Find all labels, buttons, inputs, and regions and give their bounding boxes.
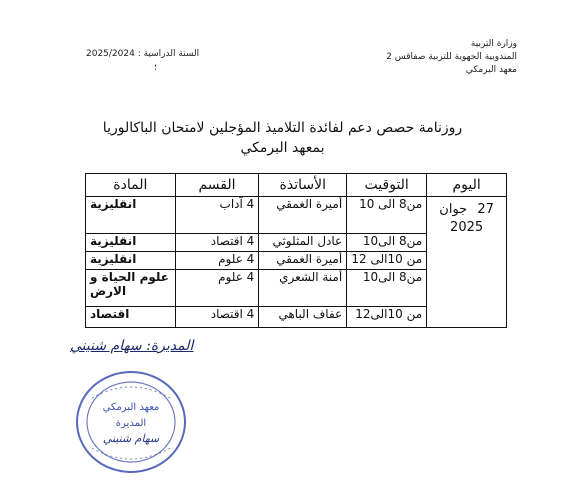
day-month: جوان xyxy=(439,202,468,217)
class-cell: 4 اقتصاد xyxy=(175,234,259,252)
header-class: القسم xyxy=(175,174,259,197)
stamp-line-3: سهام شنيني xyxy=(102,432,160,445)
official-stamp xyxy=(72,368,190,476)
table-row xyxy=(86,197,507,234)
teacher-cell: أميرة الغمقي xyxy=(259,252,347,270)
stamp-line-2: المديرة xyxy=(115,418,147,429)
ministry-header xyxy=(386,38,517,77)
document-title xyxy=(0,118,565,158)
school-year: السنة الدراسية : 2025/2024 xyxy=(86,49,200,59)
subject-cell: انقليزية xyxy=(86,197,176,234)
school-year-header xyxy=(86,48,200,73)
subject-cell: انقليزية xyxy=(86,234,176,252)
teacher-cell: أميرة الغمقي xyxy=(259,197,347,234)
schedule-table xyxy=(85,173,507,328)
header-day: اليوم xyxy=(427,174,507,197)
table-header-row xyxy=(86,174,507,197)
header-time: التوقيت xyxy=(347,174,427,197)
ministry-name: وزارة التربية xyxy=(470,39,517,49)
teacher-cell: أمنة الشعري xyxy=(259,270,347,307)
time-cell: من 10الى 12 xyxy=(347,252,427,270)
title-line-2: بمعهد البرمكي xyxy=(240,140,325,156)
title-line-1: روزنامة حصص دعم لفائدة التلاميذ المؤجلين لامتحان الباكالوريا xyxy=(102,120,463,136)
subject-cell: انقليزية xyxy=(86,252,176,270)
subject-cell: علوم الحياة و الارض xyxy=(86,270,176,307)
class-cell: 4 اقتصاد xyxy=(175,307,259,328)
time-cell: من 10الى12 xyxy=(347,307,427,328)
class-cell: 4 علوم xyxy=(175,270,259,307)
stamp-line-1: معهد البرمكي xyxy=(102,402,160,413)
header-teacher: الأساتذة xyxy=(259,174,347,197)
time-cell: من8 الى10 xyxy=(347,234,427,252)
teacher-cell: عادل المثلوثي xyxy=(259,234,347,252)
stray-mark: ؛ xyxy=(154,63,157,73)
director-signature: المديرة: سهام شنيني xyxy=(70,338,194,354)
school-name: معهد البرمكي xyxy=(465,65,517,75)
time-cell: من8 الى 10 xyxy=(347,197,427,234)
day-number: 27 xyxy=(477,202,494,217)
day-year: 2025 xyxy=(450,220,484,235)
header-subject: المادة xyxy=(86,174,176,197)
teacher-cell: عفاف الباهي xyxy=(259,307,347,328)
class-cell: 4 آداب xyxy=(175,197,259,234)
regional-delegation: المندوبية الجهوية للتربية صفاقس 2 xyxy=(386,52,517,62)
subject-cell: اقتصاد xyxy=(86,307,176,328)
class-cell: 4 علوم xyxy=(175,252,259,270)
day-cell xyxy=(427,197,507,328)
time-cell: من8 الى10 xyxy=(347,270,427,307)
